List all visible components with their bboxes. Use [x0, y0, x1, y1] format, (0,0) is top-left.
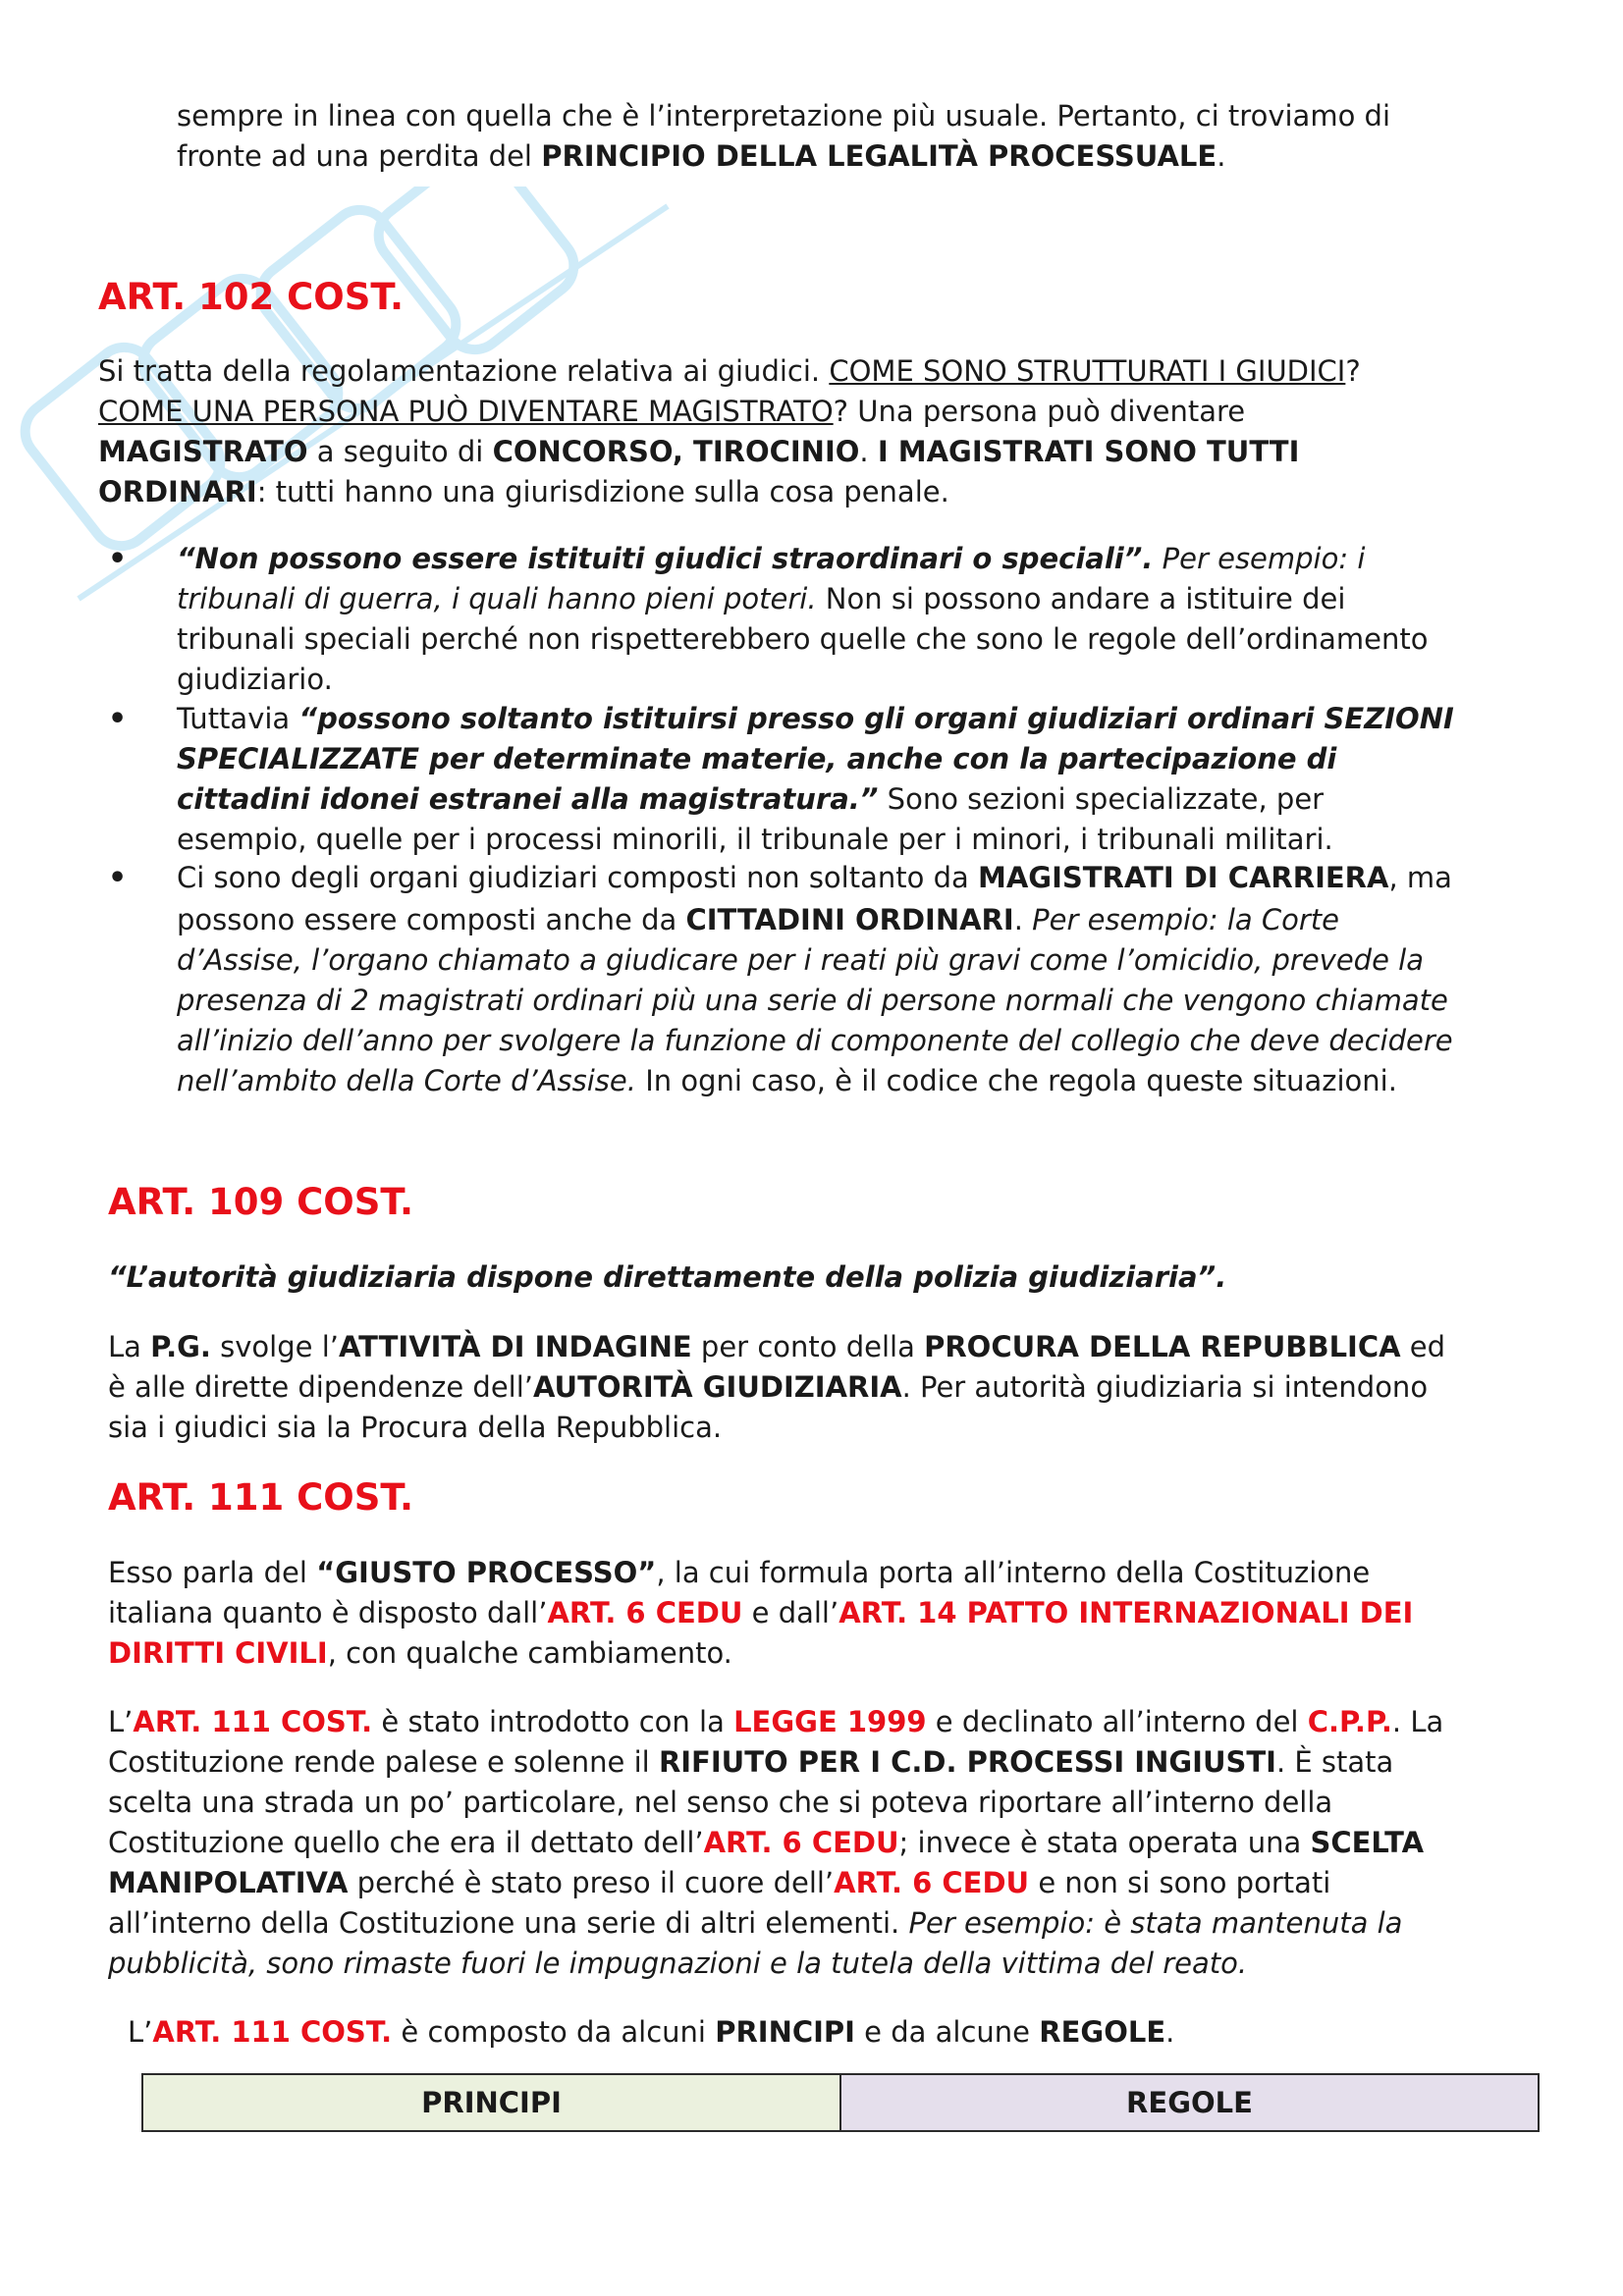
- intro-line-1: sempre in linea con quella che è l’interpretazione più usuale. Pertanto, ci troviamo di: [177, 99, 1390, 133]
- bullet-3-line-5: all’inizio dell’anno per svolgere la funzione di componente del collegio che deve decidere: [177, 1024, 1453, 1057]
- table-header-row: [142, 2074, 1539, 2131]
- art111-para2-line-3: scelta una strada un po’ particolare, nel senso che si poteva riportare all’interno della: [108, 1786, 1333, 1819]
- principi-regole-table: [141, 2073, 1540, 2132]
- art109-para-line-1: La P.G. svolge l’ATTIVITÀ DI INDAGINE per conto della PROCURA DELLA REPUBBLICA ed: [108, 1330, 1446, 1363]
- bullet-1-line-4: giudiziario.: [177, 663, 333, 696]
- art111-para1-line-1: Esso parla del “GIUSTO PROCESSO”, la cui formula porta all’interno della Costituzione: [108, 1556, 1371, 1589]
- bullet-1-marker: •: [108, 542, 128, 576]
- art111-para1-line-3: DIRITTI CIVILI, con qualche cambiamento.: [108, 1636, 732, 1670]
- bullet-3-line-3: d’Assise, l’organo chiamato a giudicare per i reati più gravi come l’omicidio, prevede la: [177, 943, 1424, 977]
- bullet-2-line-3: cittadini idonei estranei alla magistratura.” Sono sezioni specializzate, per: [177, 782, 1325, 816]
- art111-para1-line-2: italiana quanto è disposto dall’ART. 6 CEDU e dall’ART. 14 PATTO INTERNAZIONALI DEI: [108, 1596, 1414, 1629]
- art102-para-line-3: MAGISTRATO a seguito di CONCORSO, TIROCINIO. I MAGISTRATI SONO TUTTI: [98, 435, 1300, 468]
- art109-para-line-3: sia i giudici sia la Procura della Repubblica.: [108, 1411, 723, 1444]
- art111-para3: L’ART. 111 COST. è composto da alcuni PRINCIPI e da alcune REGOLE.: [128, 2015, 1175, 2049]
- table-header-principi: PRINCIPI: [142, 2074, 840, 2131]
- bullet-2-line-2: SPECIALIZZATE per determinate materie, anche con la partecipazione di: [177, 742, 1337, 775]
- bullet-3-marker: •: [108, 861, 128, 895]
- art111-para2-line-1: L’ART. 111 COST. è stato introdotto con la LEGGE 1999 e declinato all’interno del C.P.P.. La: [108, 1705, 1444, 1738]
- art102-para-line-1: Si tratta della regolamentazione relativa ai giudici. COME SONO STRUTTURATI I GIUDICI?: [98, 354, 1361, 388]
- art111-para2-line-6: all’interno della Costituzione una serie di altri elementi. Per esempio: è stata mantenuta la: [108, 1906, 1403, 1940]
- table-header-regole: REGOLE: [840, 2074, 1539, 2131]
- bullet-3-line-1: Ci sono degli organi giudiziari composti non soltanto da MAGISTRATI DI CARRIERA, ma: [177, 861, 1452, 894]
- bullet-3-line-6: nell’ambito della Corte d’Assise. In ogni caso, è il codice che regola queste situazioni.: [177, 1064, 1397, 1097]
- intro-line-2: fronte ad una perdita del PRINCIPIO DELLA LEGALITÀ PROCESSUALE.: [177, 139, 1226, 173]
- art102-heading: ART. 102 COST.: [98, 276, 405, 318]
- bullet-3-line-4: presenza di 2 magistrati ordinari più una serie di persone normali che vengono chiamate: [177, 984, 1448, 1017]
- art109-heading: ART. 109 COST.: [108, 1181, 414, 1223]
- bullet-1-line-2: tribunali di guerra, i quali hanno pieni poteri. Non si possono andare a istituire dei: [177, 582, 1346, 615]
- bullet-3-line-2: possono essere composti anche da CITTADINI ORDINARI. Per esempio: la Corte: [177, 903, 1340, 936]
- art111-para2-line-2: Costituzione rende palese e solenne il RIFIUTO PER I C.D. PROCESSI INGIUSTI. È stata: [108, 1745, 1394, 1779]
- art109-para-line-2: è alle dirette dipendenze dell’AUTORITÀ GIUDIZIARIA. Per autorità giudiziaria si intendono: [108, 1370, 1429, 1404]
- art111-heading: ART. 111 COST.: [108, 1476, 414, 1519]
- art111-para2-line-7: pubblicità, sono rimaste fuori le impugnazioni e la tutela della vittima del reato.: [108, 1947, 1248, 1980]
- art102-para-line-2: COME UNA PERSONA PUÒ DIVENTARE MAGISTRATO? Una persona può diventare: [98, 395, 1246, 428]
- art102-para-line-4: ORDINARI: tutti hanno una giurisdizione sulla cosa penale.: [98, 475, 949, 508]
- art111-para2-line-4: Costituzione quello che era il dettato dell’ART. 6 CEDU; invece è stata operata una SCELTA: [108, 1826, 1425, 1859]
- bullet-2-marker: •: [108, 702, 128, 736]
- art111-para2-line-5: MANIPOLATIVA perché è stato preso il cuore dell’ART. 6 CEDU e non si sono portati: [108, 1866, 1331, 1899]
- art109-quote: “L’autorità giudiziaria dispone direttamente della polizia giudiziaria”.: [108, 1260, 1227, 1294]
- bullet-2-line-1: Tuttavia “possono soltanto istituirsi presso gli organi giudiziari ordinari SEZIONI: [177, 702, 1454, 735]
- bullet-1-line-1: “Non possono essere istituiti giudici straordinari o speciali”. Per esempio: i: [177, 542, 1366, 575]
- bullet-1-line-3: tribunali speciali perché non rispetterebbero quelle che sono le regole dell’ordinamento: [177, 622, 1429, 656]
- bullet-2-line-4: esempio, quelle per i processi minorili, il tribunale per i minori, i tribunali militari.: [177, 823, 1333, 856]
